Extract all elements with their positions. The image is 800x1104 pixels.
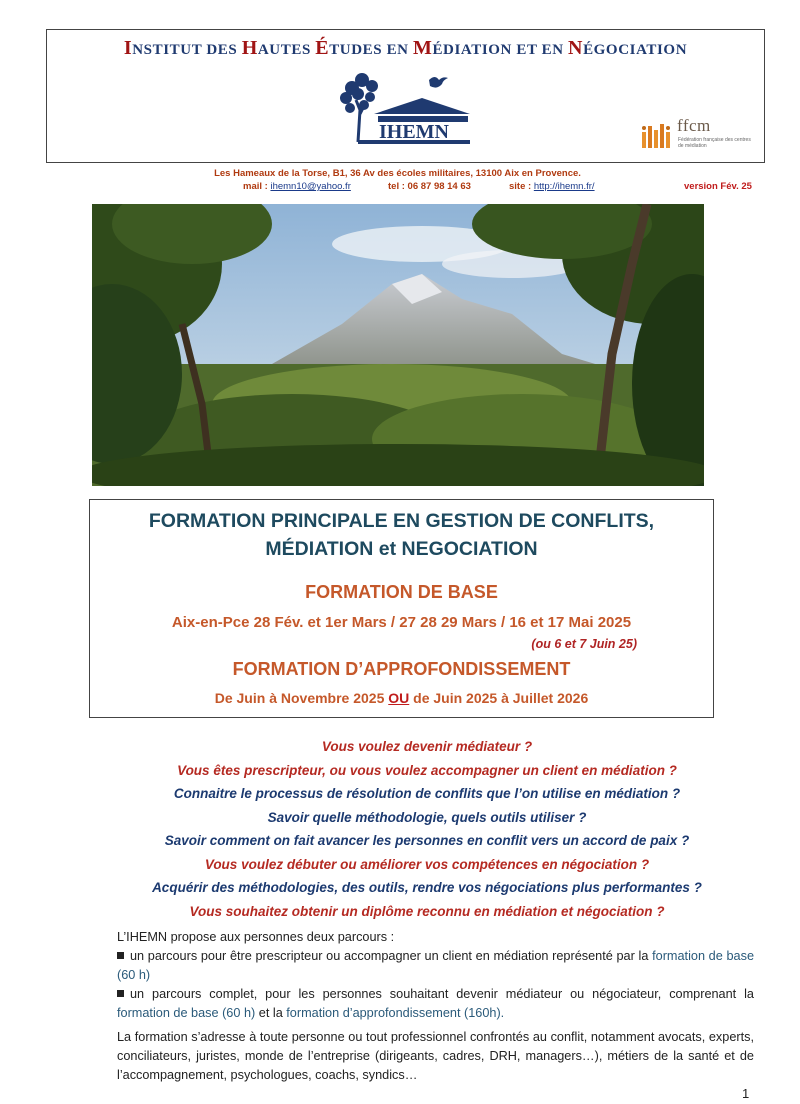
bullet-highlight: formation d’approfondissement (160h). <box>286 1006 505 1020</box>
ihemn-logo <box>334 70 474 150</box>
mail-group <box>243 181 351 192</box>
header-box <box>46 29 765 163</box>
version-label: version Fév. 25 <box>684 181 752 192</box>
bullet-highlight: formation de base (60 h) <box>117 949 755 982</box>
institute-title-initial: M <box>412 37 433 59</box>
bullet-item <box>117 947 754 985</box>
bullet-text: un parcours pour être prescripteur ou accompagner un client en médiation représenté par la <box>130 949 649 963</box>
audience-paragraph: La formation s’adresse à toute personne ou tout professionnel confrontés au conflit, notamment avocats, experts, conciliateurs, juristes, monde de l’entreprise (dirigeants, cadres, DRH, managers…), métiers de la santé et de l’accompagnement, psychologues, coachs, syndics… <box>117 1030 754 1082</box>
institute-title-word: ÉDIATION ET EN <box>432 42 569 58</box>
bullet-text: un parcours complet, pour les personnes souhaitant devenir médiateur ou négociateur, comprenant la <box>130 987 754 1001</box>
mail-label: mail : <box>243 181 268 192</box>
formation-title-line2: MÉDIATION et NEGOCIATION <box>265 538 538 560</box>
period-or: OU <box>388 690 410 706</box>
question: Vous voulez débuter ou améliorer vos compétences en négociation ? <box>204 856 650 872</box>
intro-paragraph: L’IHEMN propose aux personnes deux parcours : <box>117 930 395 944</box>
institute-title-word: TUDES EN <box>329 42 413 58</box>
questions-list <box>0 735 800 923</box>
tel-number: 06 87 98 14 63 <box>407 181 471 192</box>
formation-title-line1: FORMATION PRINCIPALE EN GESTION DE CONFLITS, <box>148 510 655 532</box>
question: Vous voulez devenir médiateur ? <box>321 739 533 754</box>
ffcm-logo-mark <box>641 120 673 150</box>
address-line <box>0 168 800 179</box>
question: Vous êtes prescripteur, ou vous voulez accompagner un client en médiation ? <box>177 762 677 778</box>
institute-title-initial: É <box>315 37 330 59</box>
landscape-photo <box>92 204 704 486</box>
body-text <box>117 928 754 1085</box>
formation-box <box>89 499 714 718</box>
bullet-highlight: formation de base (60 h) <box>117 1006 256 1020</box>
address: Les Hameaux de la Torse, B1, 36 Av des écoles militaires, 13100 Aix en Provence. <box>214 168 581 179</box>
institute-title-word: ÉGOCIATION <box>583 42 688 58</box>
base-formation-dates: Aix-en-Pce 28 Fév. et 1er Mars / 27 28 29 Mars / 16 et 17 Mai 2025 <box>171 614 632 631</box>
mail-link[interactable]: ihemn10@yahoo.fr <box>270 181 351 192</box>
base-formation-dates-alt: (ou 6 et 7 Juin 25) <box>531 637 637 651</box>
site-link[interactable]: http://ihemn.fr/ <box>533 181 595 192</box>
ffcm-logo <box>641 116 756 156</box>
tel-group <box>388 181 471 192</box>
question: Savoir quelle méthodologie, quels outils utiliser ? <box>267 809 587 825</box>
tel-label: tel : <box>388 181 405 192</box>
ihemn-logo-text: IHEMN <box>379 121 449 143</box>
bullet-text: et la <box>258 1006 283 1020</box>
question: Acquérir des méthodologies, des outils, rendre vos négociations plus performantes ? <box>152 880 702 895</box>
institute-title-word: AUTES <box>257 42 316 58</box>
institute-title-initial: H <box>241 37 258 59</box>
appro-formation-period <box>90 690 713 706</box>
site-group <box>509 181 595 192</box>
question: Savoir comment on fait avancer les personnes en conflit vers un accord de paix ? <box>164 833 690 848</box>
period-option-a: De Juin à Novembre 2025 <box>214 690 385 706</box>
site-label: site : <box>509 181 532 192</box>
page-number: 1 <box>742 1086 750 1101</box>
question: Vous souhaitez obtenir un diplôme reconnu en médiation et négociation ? <box>189 903 665 919</box>
institute-title-word: NSTITUT DES <box>132 42 242 58</box>
bullet-square-icon <box>117 952 124 959</box>
appro-formation-title: FORMATION D’APPROFONDISSEMENT <box>232 659 571 679</box>
question: Connaitre le processus de résolution de conflits que l’on utilise en médiation ? <box>173 786 681 801</box>
ffcm-subtitle: Fédération française des centres de médiation <box>678 137 751 149</box>
institute-title <box>47 37 764 60</box>
ffcm-name: ffcm <box>677 116 711 135</box>
institute-title-initial: N <box>568 37 584 59</box>
bullet-item <box>117 985 754 1023</box>
base-formation-title: FORMATION DE BASE <box>305 582 498 602</box>
bullet-square-icon <box>117 990 124 997</box>
period-option-b: de Juin 2025 à Juillet 2026 <box>413 690 589 706</box>
institute-title-initial: I <box>123 37 133 59</box>
